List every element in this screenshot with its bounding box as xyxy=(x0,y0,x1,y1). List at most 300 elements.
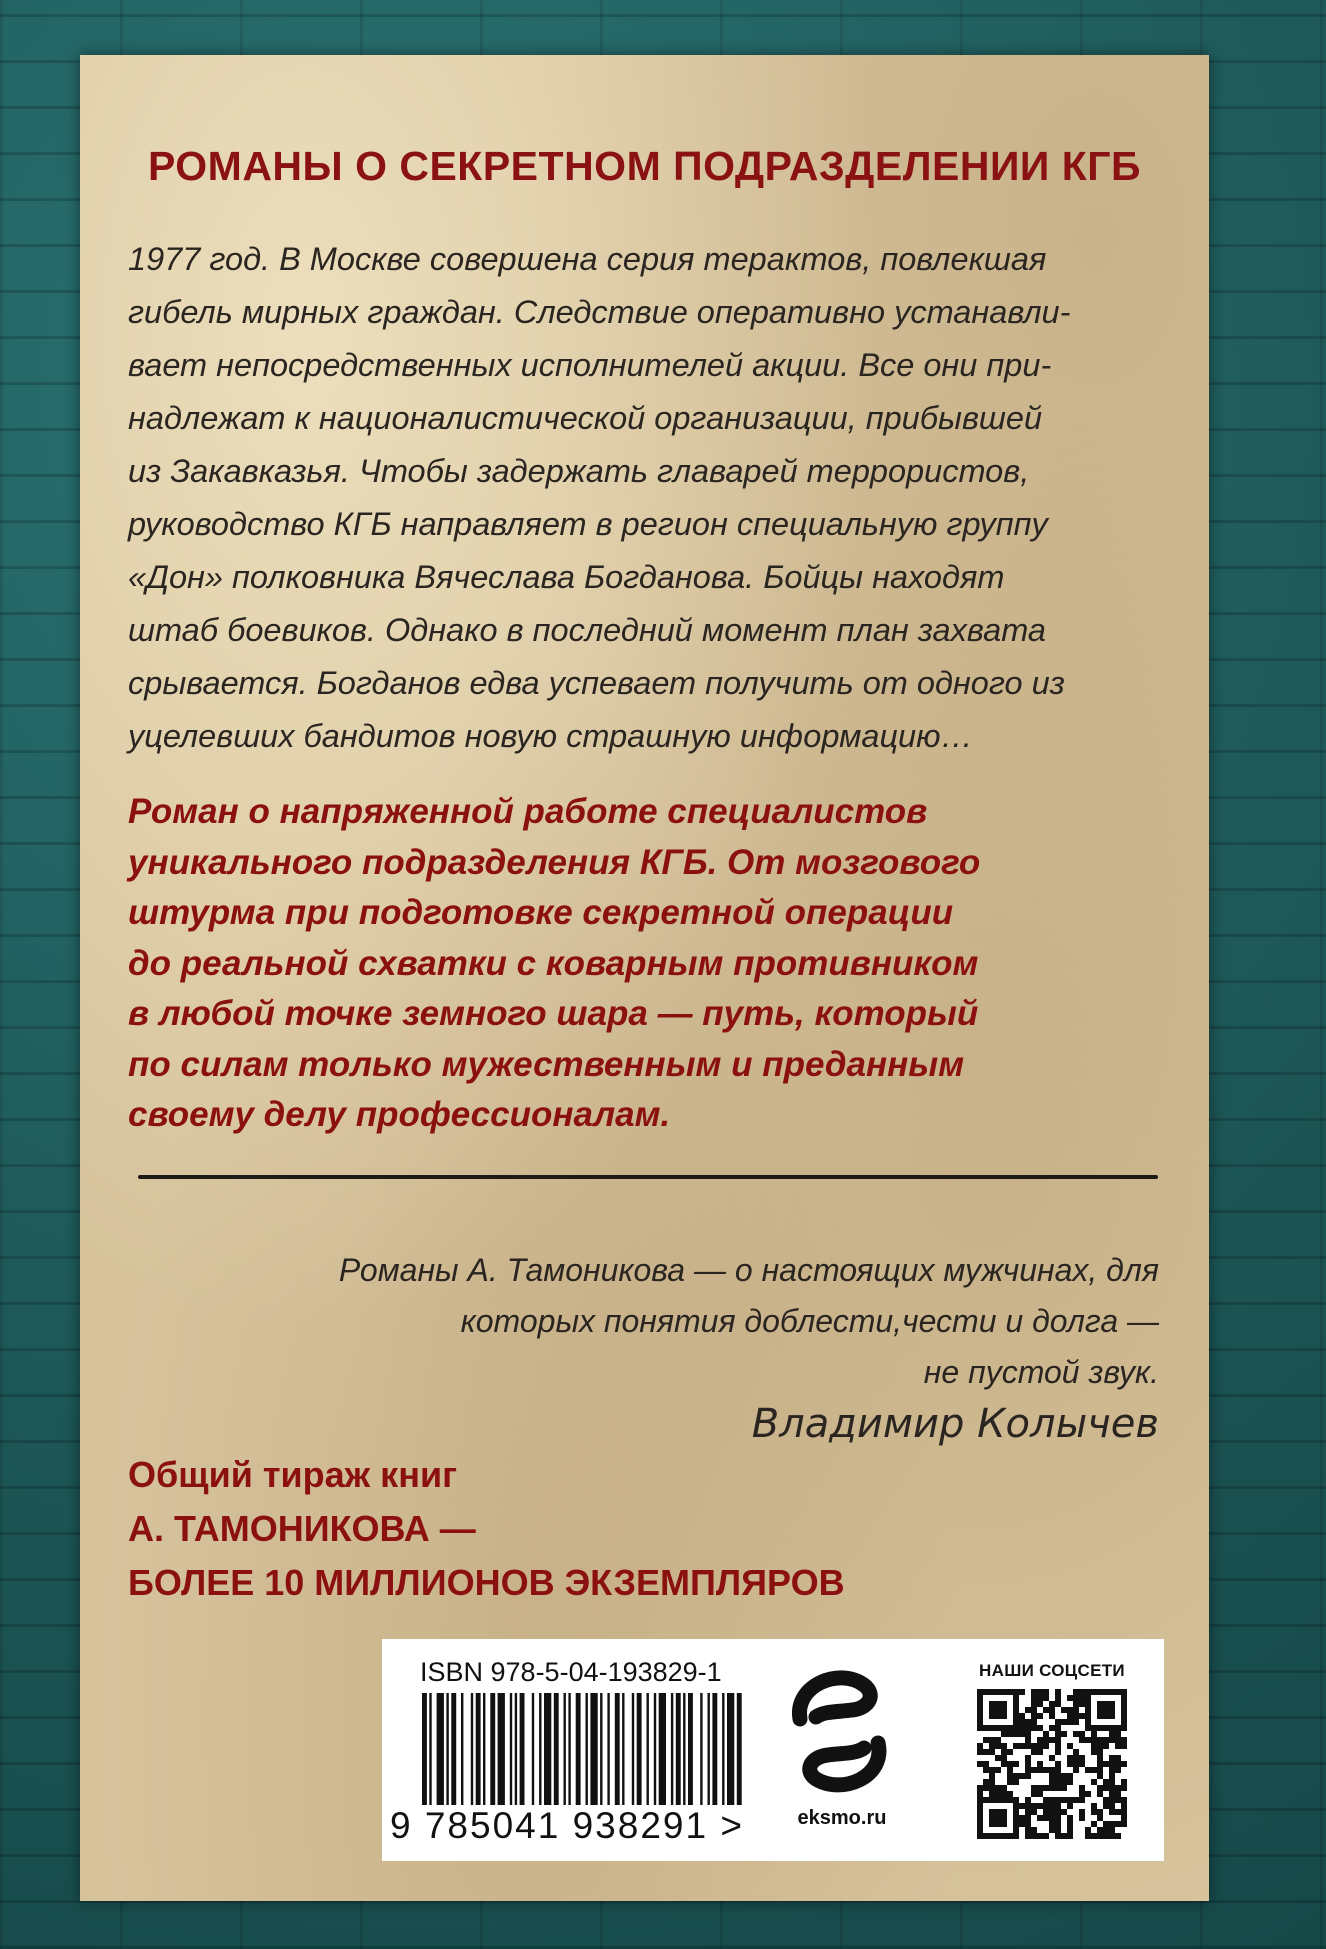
barcode-bar xyxy=(544,1693,551,1805)
qr-module xyxy=(1115,1833,1121,1839)
qr-module xyxy=(1043,1767,1049,1773)
qr-module xyxy=(1097,1773,1103,1779)
qr-label: НАШИ СОЦСЕТИ xyxy=(979,1661,1125,1680)
qr-module xyxy=(977,1785,983,1791)
qr-module xyxy=(989,1737,995,1743)
qr-module xyxy=(1043,1731,1049,1737)
qr-module xyxy=(1031,1827,1037,1833)
synopsis-line: руководство КГБ направляет в регион специальную группу xyxy=(128,506,1048,542)
barcode-bar xyxy=(532,1693,534,1805)
qr-module xyxy=(1097,1743,1103,1749)
qr-module xyxy=(1121,1797,1127,1803)
qr-module xyxy=(1067,1719,1073,1725)
barcode-bar xyxy=(688,1693,693,1805)
qr-module xyxy=(1055,1821,1061,1827)
barcode-bar xyxy=(471,1693,473,1805)
qr-module xyxy=(1067,1755,1073,1761)
qr-module xyxy=(1043,1689,1049,1695)
qr-module xyxy=(1043,1809,1049,1815)
qr-module xyxy=(1091,1749,1097,1755)
qr-module xyxy=(1061,1719,1067,1725)
qr-module xyxy=(1019,1731,1025,1737)
barcode-icon xyxy=(422,1693,748,1805)
qr-module xyxy=(983,1767,989,1773)
qr-module xyxy=(1055,1761,1061,1767)
qr-module xyxy=(1031,1719,1037,1725)
pitch-line: Роман о напряженной работе специалистов xyxy=(128,792,928,831)
qr-module xyxy=(1037,1725,1043,1731)
qr-module xyxy=(1055,1725,1061,1731)
qr-module xyxy=(1115,1767,1121,1773)
qr-module xyxy=(989,1749,995,1755)
qr-module xyxy=(1031,1803,1037,1809)
qr-module xyxy=(1103,1779,1109,1785)
barcode-bar xyxy=(676,1693,681,1805)
barcode-bar xyxy=(576,1693,581,1805)
circulation-line: А. ТАМОНИКОВА — xyxy=(128,1508,476,1549)
qr-module xyxy=(1037,1743,1043,1749)
qr-module xyxy=(1049,1725,1055,1731)
qr-module xyxy=(1013,1761,1019,1767)
qr-module xyxy=(1073,1767,1079,1773)
qr-module xyxy=(1103,1737,1109,1743)
qr-module xyxy=(1067,1815,1073,1821)
barcode-bar xyxy=(586,1693,588,1805)
qr-module xyxy=(1031,1725,1037,1731)
qr-module xyxy=(1109,1785,1115,1791)
barcode-bar xyxy=(622,1693,624,1805)
qr-module xyxy=(1025,1725,1031,1731)
qr-module xyxy=(1049,1797,1055,1803)
eksmo-logo-icon xyxy=(782,1661,902,1801)
isbn-label: ISBN 978-5-04-193829-1 xyxy=(420,1657,722,1687)
qr-module xyxy=(1109,1779,1115,1785)
qr-module xyxy=(1121,1803,1127,1809)
qr-module xyxy=(1091,1779,1097,1785)
qr-module xyxy=(1031,1695,1037,1701)
synopsis-line: вает непосредственных исполнителей акции. Все они при- xyxy=(128,347,1052,383)
qr-module xyxy=(1061,1797,1067,1803)
synopsis-line: из Закавказья. Чтобы задержать главарей террористов, xyxy=(128,453,1030,489)
barcode-bar xyxy=(554,1693,559,1805)
circulation-note xyxy=(128,1448,1128,1610)
qr-module xyxy=(995,1767,1001,1773)
qr-module xyxy=(1013,1743,1019,1749)
qr-module xyxy=(1097,1815,1103,1821)
qr-code-icon[interactable] xyxy=(977,1689,1127,1839)
qr-module xyxy=(1097,1833,1103,1839)
qr-module xyxy=(1025,1809,1031,1815)
qr-module xyxy=(1055,1701,1061,1707)
barcode-bar xyxy=(510,1693,512,1805)
qr-module xyxy=(1055,1749,1061,1755)
qr-module xyxy=(1121,1743,1127,1749)
qr-module xyxy=(1091,1809,1097,1815)
qr-module xyxy=(1073,1761,1079,1767)
qr-module xyxy=(1079,1797,1085,1803)
barcode-bar xyxy=(600,1693,602,1805)
qr-module xyxy=(1073,1749,1079,1755)
qr-module xyxy=(1067,1827,1073,1833)
qr-module xyxy=(1103,1797,1109,1803)
qr-module xyxy=(1121,1785,1127,1791)
synopsis-line: штаб боевиков. Однако в последний момент план захвата xyxy=(128,612,1046,648)
qr-module xyxy=(1019,1713,1025,1719)
qr-module xyxy=(1007,1779,1013,1785)
qr-module xyxy=(1091,1803,1097,1809)
qr-module xyxy=(1037,1803,1043,1809)
qr-module xyxy=(1001,1785,1007,1791)
qr-module xyxy=(1067,1743,1073,1749)
qr-module xyxy=(1001,1791,1007,1797)
synopsis-line: гибель мирных граждан. Следствие оперативно устанавли- xyxy=(128,294,1071,330)
qr-module xyxy=(1031,1809,1037,1815)
qr-module xyxy=(1061,1833,1067,1839)
barcode-bar xyxy=(461,1693,463,1805)
qr-module xyxy=(989,1773,995,1779)
barcode-bar xyxy=(515,1693,517,1805)
barcode-bar xyxy=(446,1693,448,1805)
qr-module xyxy=(1097,1791,1103,1797)
barcode-bar xyxy=(647,1693,649,1805)
qr-module xyxy=(1073,1713,1079,1719)
publisher-logo xyxy=(782,1661,902,1851)
qr-module xyxy=(1067,1713,1073,1719)
qr-module xyxy=(1025,1803,1031,1809)
qr-module xyxy=(1073,1695,1079,1701)
qr-module xyxy=(1109,1731,1115,1737)
qr-module xyxy=(1103,1827,1109,1833)
qr-module xyxy=(1007,1773,1013,1779)
barcode-bar xyxy=(727,1693,734,1805)
qr-module xyxy=(1079,1737,1085,1743)
qr-module xyxy=(1037,1791,1043,1797)
qr-module xyxy=(1055,1827,1061,1833)
qr-module xyxy=(1037,1785,1043,1791)
qr-module xyxy=(1049,1785,1055,1791)
qr-module xyxy=(1109,1833,1115,1839)
qr-module xyxy=(1079,1689,1085,1695)
qr-module xyxy=(995,1737,1001,1743)
qr-module xyxy=(1079,1695,1085,1701)
qr-module xyxy=(1079,1761,1085,1767)
qr-module xyxy=(1055,1695,1061,1701)
qr-module xyxy=(1037,1833,1043,1839)
qr-module xyxy=(1043,1803,1049,1809)
qr-module xyxy=(1043,1695,1049,1701)
qr-module xyxy=(1061,1773,1067,1779)
qr-module xyxy=(1049,1827,1055,1833)
qr-module xyxy=(1073,1731,1079,1737)
qr-module xyxy=(1055,1731,1061,1737)
qr-module xyxy=(1031,1833,1037,1839)
qr-module xyxy=(1091,1731,1097,1737)
qr-module xyxy=(1109,1803,1115,1809)
qr-module xyxy=(1025,1737,1031,1743)
qr-module xyxy=(1001,1731,1007,1737)
qr-module xyxy=(1061,1785,1067,1791)
qr-module xyxy=(1043,1785,1049,1791)
qr-module xyxy=(1091,1767,1097,1773)
qr-module xyxy=(1031,1749,1037,1755)
qr-finder-center xyxy=(989,1701,1007,1719)
qr-module xyxy=(977,1761,983,1767)
barcode-bar xyxy=(700,1693,702,1805)
barcode-digits: 9 785041 938291 > xyxy=(390,1805,744,1846)
qr-module xyxy=(1043,1743,1049,1749)
qr-module xyxy=(1055,1737,1061,1743)
qr-module xyxy=(1007,1767,1013,1773)
qr-module xyxy=(1043,1833,1049,1839)
qr-module xyxy=(1037,1737,1043,1743)
qr-module xyxy=(1055,1833,1061,1839)
barcode-bar xyxy=(437,1693,444,1805)
barcode-bar xyxy=(737,1693,742,1805)
qr-module xyxy=(1109,1791,1115,1797)
synopsis-line: срывается. Богданов едва успевает получить от одного из xyxy=(128,665,1065,701)
qr-module xyxy=(1013,1779,1019,1785)
qr-module xyxy=(1067,1761,1073,1767)
qr-module xyxy=(1085,1737,1091,1743)
qr-module xyxy=(1115,1809,1121,1815)
review-quote xyxy=(159,1245,1159,1398)
qr-module xyxy=(1109,1827,1115,1833)
quote-line: Романы А. Тамоникова — о настоящих мужчинах, для xyxy=(338,1252,1159,1288)
qr-module xyxy=(1013,1731,1019,1737)
qr-module xyxy=(1001,1749,1007,1755)
qr-module xyxy=(977,1791,983,1797)
qr-module xyxy=(1121,1761,1127,1767)
qr-module xyxy=(1079,1755,1085,1761)
qr-module xyxy=(1055,1785,1061,1791)
qr-module xyxy=(1025,1815,1031,1821)
qr-module xyxy=(1055,1803,1061,1809)
qr-module xyxy=(1019,1725,1025,1731)
barcode-bar xyxy=(671,1693,673,1805)
qr-module xyxy=(1043,1707,1049,1713)
qr-module xyxy=(1115,1785,1121,1791)
qr-module xyxy=(1115,1731,1121,1737)
barcode-bar xyxy=(422,1693,427,1805)
pitch-line: до реальной схватки с коварным противником xyxy=(128,943,979,983)
qr-module xyxy=(1109,1809,1115,1815)
barcode-bar xyxy=(683,1693,685,1805)
qr-module xyxy=(989,1767,995,1773)
qr-module xyxy=(1049,1803,1055,1809)
qr-module xyxy=(1097,1749,1103,1755)
qr-module xyxy=(1025,1833,1031,1839)
qr-module xyxy=(1007,1749,1013,1755)
qr-module xyxy=(1049,1701,1055,1707)
qr-module xyxy=(1049,1713,1055,1719)
qr-module xyxy=(1103,1803,1109,1809)
qr-module xyxy=(1043,1815,1049,1821)
qr-module xyxy=(1115,1737,1121,1743)
pitch-line: в любой точке земного шара — путь, который xyxy=(128,994,979,1033)
qr-module xyxy=(1073,1755,1079,1761)
qr-module xyxy=(995,1755,1001,1761)
qr-module xyxy=(1103,1785,1109,1791)
qr-module xyxy=(1085,1767,1091,1773)
barcode-bar xyxy=(568,1693,570,1805)
series-heading: РОМАНЫ О СЕКРЕТНОМ ПОДРАЗДЕЛЕНИИ КГБ xyxy=(147,143,1142,189)
qr-module xyxy=(1049,1815,1055,1821)
barcode-bar xyxy=(429,1693,431,1805)
qr-module xyxy=(1121,1779,1127,1785)
qr-module xyxy=(1115,1761,1121,1767)
circulation-line: Общий тираж книг xyxy=(128,1454,458,1495)
qr-module xyxy=(1055,1773,1061,1779)
qr-module xyxy=(1025,1719,1031,1725)
qr-module xyxy=(1079,1815,1085,1821)
qr-module xyxy=(1097,1785,1103,1791)
qr-module xyxy=(1025,1821,1031,1827)
qr-module xyxy=(1073,1707,1079,1713)
qr-module xyxy=(1007,1791,1013,1797)
qr-module xyxy=(1097,1767,1103,1773)
qr-module xyxy=(995,1791,1001,1797)
qr-module xyxy=(1073,1701,1079,1707)
qr-module xyxy=(983,1761,989,1767)
qr-module xyxy=(1025,1773,1031,1779)
qr-module xyxy=(1109,1773,1115,1779)
qr-module xyxy=(1037,1767,1043,1773)
qr-module xyxy=(1055,1809,1061,1815)
qr-module xyxy=(1019,1719,1025,1725)
qr-module xyxy=(1031,1701,1037,1707)
barcode-bar xyxy=(520,1693,525,1805)
pitch-line: уникального подразделения КГБ. От мозгового xyxy=(128,842,981,882)
barcode-bar xyxy=(708,1693,710,1805)
qr-module xyxy=(1109,1761,1115,1767)
qr-module xyxy=(1115,1791,1121,1797)
qr-module xyxy=(1091,1821,1097,1827)
barcode-bar xyxy=(654,1693,656,1805)
qr-module xyxy=(977,1743,983,1749)
qr-module xyxy=(1097,1761,1103,1767)
qr-module xyxy=(1019,1743,1025,1749)
qr-module xyxy=(1055,1815,1061,1821)
qr-module xyxy=(1109,1755,1115,1761)
barcode-bar xyxy=(590,1693,597,1805)
qr-module xyxy=(1031,1689,1037,1695)
qr-module xyxy=(983,1785,989,1791)
qr-module xyxy=(1103,1833,1109,1839)
qr-module xyxy=(1073,1797,1079,1803)
qr-module xyxy=(1043,1737,1049,1743)
qr-module xyxy=(1019,1803,1025,1809)
quote-line: которых понятия доблести,чести и долга — xyxy=(460,1303,1159,1339)
qr-module xyxy=(1025,1827,1031,1833)
qr-module xyxy=(1115,1797,1121,1803)
qr-module xyxy=(1079,1731,1085,1737)
qr-module xyxy=(989,1779,995,1785)
synopsis xyxy=(128,233,1158,763)
qr-module xyxy=(1079,1713,1085,1719)
qr-module xyxy=(1055,1689,1061,1695)
qr-module xyxy=(1061,1731,1067,1737)
synopsis-line: 1977 год. В Москве совершена серия терактов, повлекшая xyxy=(128,241,1047,277)
qr-module xyxy=(1037,1689,1043,1695)
qr-module xyxy=(1073,1719,1079,1725)
qr-module xyxy=(1055,1743,1061,1749)
qr-module xyxy=(1049,1737,1055,1743)
qr-module xyxy=(995,1743,1001,1749)
qr-module xyxy=(1037,1761,1043,1767)
pitch-line: штурма при подготовке секретной операции xyxy=(128,893,954,932)
qr-module xyxy=(1031,1791,1037,1797)
qr-module xyxy=(1049,1767,1055,1773)
back-cover-page xyxy=(80,55,1209,1901)
qr-module xyxy=(1007,1731,1013,1737)
qr-module xyxy=(1121,1737,1127,1743)
barcode-bar xyxy=(722,1693,724,1805)
qr-module xyxy=(1037,1749,1043,1755)
qr-module xyxy=(1103,1743,1109,1749)
qr-module xyxy=(989,1785,995,1791)
qr-module xyxy=(1001,1743,1007,1749)
qr-module xyxy=(1085,1791,1091,1797)
qr-module xyxy=(983,1779,989,1785)
qr-module xyxy=(1037,1701,1043,1707)
qr-module xyxy=(1109,1821,1115,1827)
barcode-bar xyxy=(564,1693,566,1805)
qr-module xyxy=(1031,1707,1037,1713)
qr-module xyxy=(989,1791,995,1797)
pitch-line: своему делу профессионалам. xyxy=(128,1095,671,1134)
qr-module xyxy=(1079,1791,1085,1797)
qr-finder-center xyxy=(1097,1701,1115,1719)
qr-module xyxy=(1013,1773,1019,1779)
pitch-text xyxy=(128,787,1158,1141)
qr-module xyxy=(1115,1821,1121,1827)
qr-module xyxy=(1061,1707,1067,1713)
barcode-bar xyxy=(659,1693,666,1805)
qr-module xyxy=(1079,1785,1085,1791)
qr-module xyxy=(1097,1737,1103,1743)
qr-module xyxy=(1085,1833,1091,1839)
qr-module xyxy=(977,1749,983,1755)
qr-module xyxy=(1055,1779,1061,1785)
qr-module xyxy=(1031,1743,1037,1749)
qr-module xyxy=(1019,1773,1025,1779)
qr-module xyxy=(1001,1755,1007,1761)
synopsis-line: надлежат к националистической организации, прибывшей xyxy=(128,400,1043,436)
qr-module xyxy=(1061,1809,1067,1815)
barcode-bar xyxy=(632,1693,634,1805)
barcode-bar xyxy=(490,1693,495,1805)
qr-module xyxy=(1019,1821,1025,1827)
qr-module xyxy=(1037,1815,1043,1821)
quote-line: не пустой звук. xyxy=(923,1354,1159,1390)
qr-module xyxy=(1109,1737,1115,1743)
publisher-url[interactable]: eksmo.ru xyxy=(797,1807,887,1829)
qr-module xyxy=(1109,1767,1115,1773)
barcode-bar xyxy=(476,1693,481,1805)
qr-finder-center xyxy=(989,1809,1007,1827)
synopsis-line: «Дон» полковника Вячеслава Богданова. Бойцы находят xyxy=(128,559,1005,595)
qr-module xyxy=(1055,1767,1061,1773)
qr-module xyxy=(1085,1827,1091,1833)
qr-module xyxy=(1091,1743,1097,1749)
qr-module xyxy=(1115,1743,1121,1749)
qr-module xyxy=(1049,1809,1055,1815)
qr-module xyxy=(1067,1779,1073,1785)
qr-module xyxy=(1031,1785,1037,1791)
qr-module xyxy=(1031,1767,1037,1773)
qr-module xyxy=(1103,1761,1109,1767)
qr-module xyxy=(1109,1797,1115,1803)
